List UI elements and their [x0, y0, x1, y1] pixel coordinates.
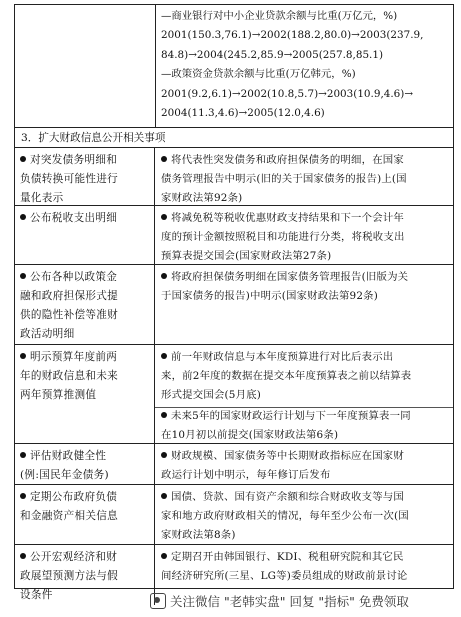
- cell-text: 于国家债务的报告)中明示(国家财政法第92条): [161, 290, 379, 302]
- bullet-icon: [161, 412, 167, 418]
- item-cell: [15, 265, 155, 344]
- text-line: —政策资金贷款余额与比重(万亿韩元，%): [161, 68, 356, 81]
- cell-text: 公布各种以政策金: [30, 271, 118, 283]
- cell-separator: [155, 407, 453, 408]
- cell-text: 设条件: [20, 589, 53, 601]
- cell-text: 债务管理报告中明示(旧的关于国家债务的报告)上(国: [161, 173, 407, 185]
- bullet-icon: [20, 214, 26, 220]
- text-line: 2004(11.3,4.6)→2005(12.0,4.6): [161, 107, 325, 120]
- bullet-icon: [20, 156, 26, 162]
- cell-text: (例:国民年金债务): [20, 469, 109, 481]
- measure-cell: [155, 444, 453, 484]
- cell-text: 将减免税等税收优惠财政支持结果和下一个会计年: [171, 212, 404, 224]
- cell-text: 预算表提交国会(国家财政法第27条): [161, 250, 332, 262]
- cell-text: 家财政法第92条): [161, 192, 243, 204]
- cell-text: 家和地方政府财政相关的情况，每年至少公布一次(国: [161, 510, 409, 522]
- cell-text: 形式提交国会(5月底): [161, 389, 262, 401]
- cell-text: 两年预算推测值: [20, 389, 97, 401]
- item-cell: [15, 444, 155, 484]
- section-header-row: [15, 128, 453, 148]
- bullet-icon: [20, 493, 26, 499]
- bullet-icon: [20, 273, 26, 279]
- text-line: 2001(150.3,76.1)→2002(188.2,80.0)→2003(237.9,: [161, 29, 424, 42]
- table-row: [15, 206, 453, 265]
- table-row: [15, 485, 453, 545]
- cell-text: 财政规模、国家债务等中长期财政指标应在国家财: [171, 450, 404, 462]
- cell-text: 融和政府担保形式提: [20, 290, 119, 302]
- bullet-icon: [161, 553, 167, 559]
- cell-text: 量化表示: [20, 192, 64, 204]
- cell-text: 来，前2年度的数据在提交本年度预算表之前以结算表: [161, 370, 412, 382]
- wechat-watermark: [150, 592, 455, 612]
- cell-text: 年的财政信息和未来: [20, 370, 119, 382]
- cell-text: 供的隐性补偿等准财: [20, 309, 119, 321]
- bullet-icon: [20, 452, 26, 458]
- document-table: [14, 4, 454, 601]
- table-row: [15, 345, 453, 444]
- cell-text: 间经济研究所(三星、LG等)委员组成的财政前景讨论: [161, 570, 408, 582]
- bullet-icon: [161, 353, 167, 359]
- cell-text: 将代表性突发债务和政府担保债务的明细，在国家: [171, 154, 404, 166]
- cell-text: 对突发债务明细和: [30, 154, 118, 166]
- item-cell: [15, 345, 155, 443]
- measure-cell: [155, 265, 453, 344]
- cell-text: 在10月初以前提交(国家财政法第6条): [161, 429, 339, 441]
- item-cell: [15, 545, 155, 605]
- bullet-icon: [161, 156, 167, 162]
- text-line: —商业银行对中小企业贷款余额与比重(万亿元，%): [161, 10, 398, 22]
- cell-text: 和金融资产相关信息: [20, 510, 119, 522]
- table-row: [15, 444, 453, 485]
- cell-text: 评估财政健全性: [30, 450, 107, 462]
- cell-text: 政活动明细: [20, 328, 75, 340]
- cell-text: 政运行计划中明示，每年修订后发布: [161, 469, 331, 481]
- text-line: 2001(9.2,6.1)→2002(10.8,5.7)→2003(10.9,4.6)→: [161, 87, 414, 100]
- text-line: 84.8)→2004(245.2,85.9→2005(257.8,85.1): [161, 48, 384, 61]
- item-cell: [15, 148, 155, 205]
- loan-statistics-text: [161, 7, 447, 123]
- measure-cell: [155, 485, 453, 544]
- item-cell: [15, 485, 155, 544]
- cell-text: 公开宏观经济和财: [30, 551, 118, 563]
- measure-cell: [155, 148, 453, 205]
- cell-text: 定期召开由韩国银行、KDI、税租研究院和其它民: [171, 551, 404, 563]
- cell-text: 公布税收支出明细: [30, 212, 118, 224]
- section-title: 3．扩大财政信息公开相关事项: [21, 132, 166, 144]
- bullet-icon: [161, 214, 167, 220]
- cell-text: 定期公布政府负债: [30, 491, 118, 503]
- item-cell: [15, 206, 155, 264]
- cell-text: 将政府担保债务明细在国家债务管理报告(旧版为关: [171, 271, 409, 283]
- cell-text: 明示预算年度前两: [30, 351, 118, 363]
- table-row-top: [15, 5, 453, 128]
- watermark-text: 关注微信 "老韩实盘" 回复 "指标" 免费领取: [170, 594, 409, 609]
- cell-text: 负债转换可能性进行: [20, 173, 119, 185]
- table-row: [15, 265, 453, 345]
- cell-text: 前一年财政信息与本年度预算进行对比后表示出: [171, 351, 394, 363]
- cell-text: 政展望预测方法与假: [20, 570, 119, 582]
- bullet-icon: [161, 273, 167, 279]
- bullet-icon: [161, 493, 167, 499]
- column-divider: [155, 5, 156, 128]
- table-row: [15, 148, 453, 206]
- bullet-icon: [161, 452, 167, 458]
- cell-text: 度的预计金额按照税目和功能进行分类，将税收支出: [161, 231, 405, 243]
- bullet-icon: [20, 553, 26, 559]
- cell-text: 家财政法第8条): [161, 529, 236, 541]
- cell-text: 国债、贷款、国有资产余额和综合财政收支等与国: [171, 491, 404, 503]
- measure-cell: [155, 345, 453, 443]
- bullet-icon: [20, 353, 26, 359]
- cell-text: 未来5年的国家财政运行计划与下一年度预算表一同: [171, 410, 411, 422]
- wechat-logo-icon: [150, 593, 166, 609]
- measure-cell: [155, 206, 453, 264]
